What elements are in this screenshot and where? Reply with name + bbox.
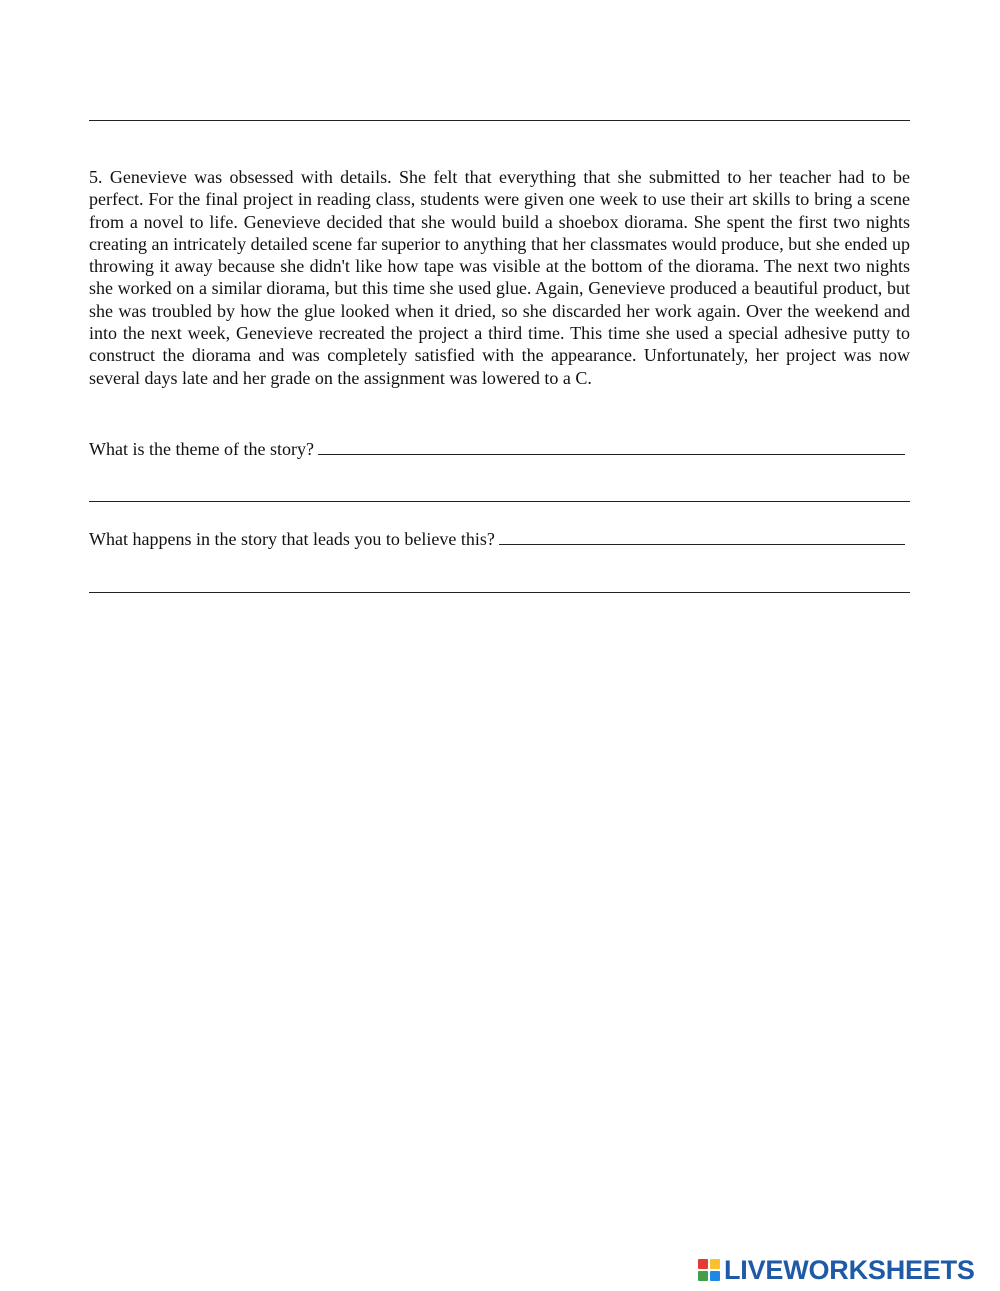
logo-tile-blue bbox=[710, 1271, 720, 1281]
question-theme-label: What is the theme of the story? bbox=[89, 439, 314, 459]
question-theme bbox=[89, 434, 910, 460]
logo-tile-red bbox=[698, 1259, 708, 1269]
answer-line-top[interactable] bbox=[89, 120, 910, 121]
logo-tile-green bbox=[698, 1271, 708, 1281]
logo-tile-yellow bbox=[710, 1259, 720, 1269]
liveworksheets-wordmark: LIVEWORKSHEETS bbox=[724, 1255, 975, 1285]
question-evidence-label: What happens in the story that leads you to believe this? bbox=[89, 529, 495, 549]
liveworksheets-logo bbox=[698, 1255, 975, 1285]
story-passage: 5. Genevieve was obsessed with details. She felt that everything that she submitted to her teacher had to be perfect. For the final project in reading class, students were given one week to use their art skills to bring a scene from a novel to life. Genevieve decided that she would build a shoebox diorama. She spent the first two nights creating an intricately detailed scene far superior to anything that her classmates would produce, but she ended up throwing it away because she didn't like how tape was visible at the bottom of the diorama. The next two nights she worked on a similar diorama, but this time she used glue. Again, Genevieve produced a beautiful product, but she was troubled by how the glue looked when it dried, so she discarded her work again. Over the weekend and into the next week, Genevieve recreated the project a third time. This time she used a special adhesive putty to construct the diorama and was completely satisfied with the appearance. Unfortunately, her project was now several days late and her grade on the assignment was lowered to a C. bbox=[89, 167, 910, 388]
answer-line-evidence-continued[interactable] bbox=[89, 592, 910, 593]
answer-line-theme-continued[interactable] bbox=[89, 501, 910, 502]
answer-line-theme[interactable] bbox=[318, 454, 905, 455]
answer-line-evidence[interactable] bbox=[499, 544, 905, 545]
liveworksheets-grid-logo-icon bbox=[698, 1259, 720, 1281]
question-evidence bbox=[89, 524, 910, 550]
